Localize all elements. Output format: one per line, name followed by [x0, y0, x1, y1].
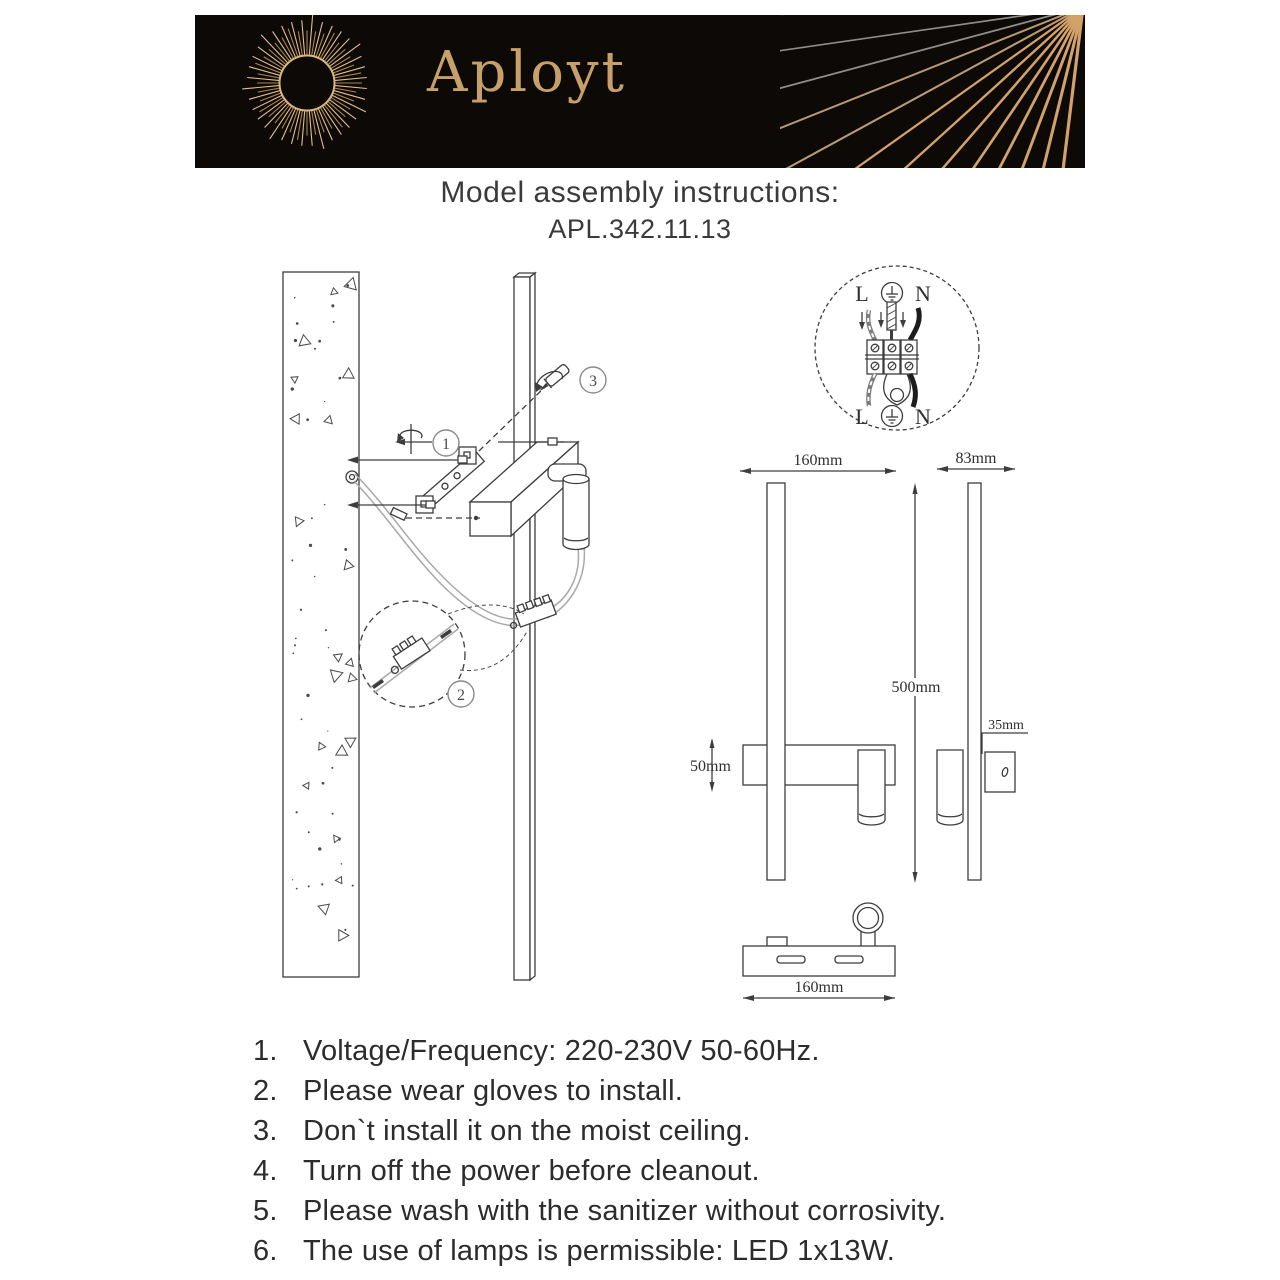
lamp-body	[470, 442, 578, 536]
screw-3	[535, 363, 571, 396]
lamp-pole	[514, 273, 535, 980]
assembly-diagram	[248, 252, 688, 1012]
list-item	[253, 1191, 1083, 1231]
front-view	[690, 452, 942, 883]
list-item	[253, 1111, 1083, 1151]
item-text: Please wear gloves to install.	[303, 1074, 683, 1107]
wires-top	[859, 302, 919, 340]
item-text: Turn off the power before cleanout.	[303, 1154, 760, 1187]
ground-icon-bottom	[882, 406, 903, 427]
dim-height: 500mm	[891, 679, 941, 696]
sunburst-logo-icon	[195, 15, 420, 168]
list-item	[253, 1231, 1083, 1271]
item-text: Voltage/Frequency: 220-230V 50-60Hz.	[303, 1034, 820, 1067]
list-item	[253, 1071, 1083, 1111]
dim-body-height: 50mm	[690, 758, 731, 775]
callout-2-label: 2	[457, 687, 465, 704]
callout-3-label: 3	[589, 373, 597, 390]
item-number: 2.	[253, 1074, 278, 1107]
label-N-bottom: N	[915, 404, 931, 429]
label-N-top: N	[915, 281, 931, 306]
list-item	[253, 1031, 1083, 1071]
ground-icon	[882, 283, 903, 304]
bottom-view	[743, 903, 895, 1001]
title-block	[0, 176, 1280, 245]
dimension-drawings	[688, 438, 1040, 1018]
callout-2	[448, 681, 474, 707]
item-text: Please wash with the sanitizer without corrosivity.	[303, 1194, 947, 1227]
rotate-symbol-1	[395, 424, 432, 454]
callout-1-label: 1	[442, 436, 450, 453]
wiring-diagram	[805, 256, 990, 446]
item-number: 4.	[253, 1154, 278, 1187]
item-text: The use of lamps is permissible: LED 1x13W.	[303, 1234, 896, 1267]
page-title: Model assembly instructions:	[440, 176, 840, 209]
dim-side-width: 83mm	[955, 450, 997, 467]
callout-1	[433, 430, 459, 456]
model-number: APL.342.11.13	[548, 214, 732, 244]
spot-cylinder	[548, 464, 589, 550]
item-number: 5.	[253, 1194, 278, 1227]
callout-3	[580, 367, 606, 393]
item-number: 1.	[253, 1034, 278, 1067]
dim-base-width: 160mm	[794, 979, 844, 996]
wires-bottom	[868, 374, 915, 407]
corner-rays-icon	[780, 15, 1085, 168]
list-item	[253, 1151, 1083, 1191]
dim-front-width: 160mm	[793, 452, 843, 469]
instruction-list	[253, 1031, 1083, 1271]
label-L-bottom: L	[855, 404, 869, 429]
terminal-strip	[865, 340, 919, 374]
dim-plate-depth: 35mm	[988, 718, 1024, 733]
item-text: Don`t install it on the moist ceiling.	[303, 1114, 751, 1147]
item-number: 6.	[253, 1234, 278, 1267]
item-number: 3.	[253, 1114, 278, 1147]
side-view	[937, 450, 1028, 880]
label-L-top: L	[855, 281, 869, 306]
brand-banner	[195, 15, 1085, 168]
brand-name: Aployt	[427, 40, 628, 105]
